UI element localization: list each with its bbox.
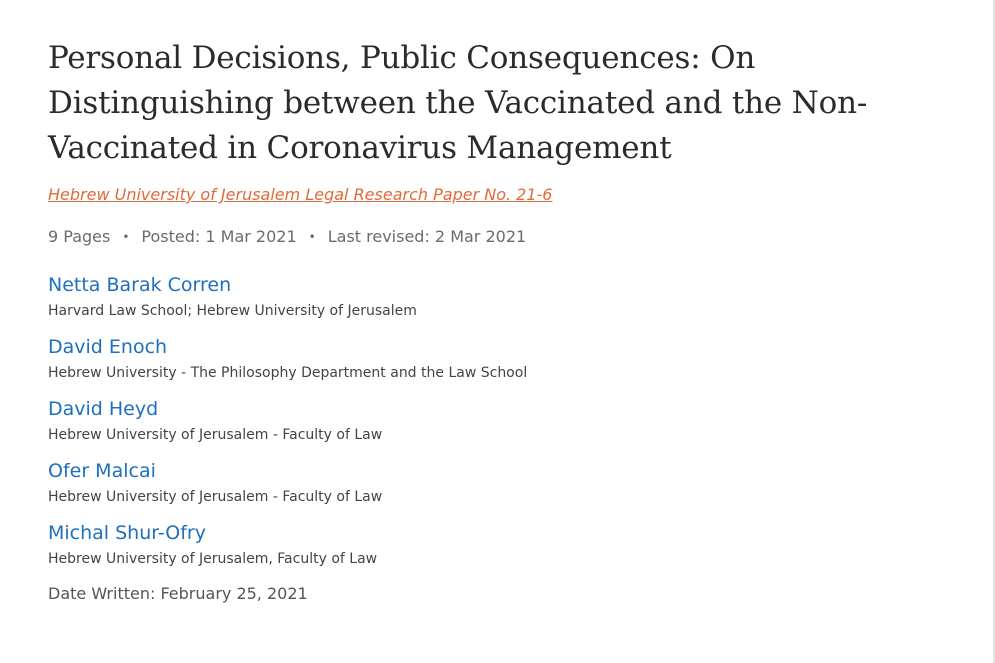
last-revised-date: Last revised: 2 Mar 2021: [327, 227, 527, 246]
meta-separator: •: [308, 229, 316, 244]
author-item: [48, 458, 948, 506]
author-affiliation: Hebrew University - The Philosophy Department and the Law School: [48, 365, 528, 381]
author-item: [48, 272, 948, 320]
author-name-link[interactable]: Michal Shur-Ofry: [48, 522, 206, 544]
author-name-link[interactable]: Ofer Malcai: [48, 460, 156, 482]
author-list: [48, 272, 948, 568]
author-affiliation: Hebrew University of Jerusalem - Faculty of Law: [48, 427, 383, 443]
paper-title: Personal Decisions, Public Consequences: On Distinguishing between the Vaccinated and the Non-Vaccinated in Coronavirus Management: [48, 40, 868, 166]
series-link[interactable]: Hebrew University of Jerusalem Legal Research Paper No. 21-6: [48, 185, 553, 204]
author-affiliation: Hebrew University of Jerusalem, Faculty of Law: [48, 551, 378, 567]
author-affiliation: Harvard Law School; Hebrew University of Jerusalem: [48, 303, 417, 319]
author-name-link[interactable]: David Heyd: [48, 398, 159, 420]
paper-meta: [48, 227, 948, 246]
paper-header: [48, 36, 948, 603]
author-item: [48, 396, 948, 444]
author-name-link[interactable]: David Enoch: [48, 336, 168, 358]
posted-date: Posted: 1 Mar 2021: [141, 227, 297, 246]
date-written: Date Written: February 25, 2021: [48, 584, 308, 603]
author-name-link[interactable]: Netta Barak Corren: [48, 274, 232, 296]
author-item: [48, 520, 948, 568]
author-affiliation: Hebrew University of Jerusalem - Faculty of Law: [48, 489, 383, 505]
author-item: [48, 334, 948, 382]
page-count: 9 Pages: [48, 227, 111, 246]
meta-separator: •: [122, 229, 130, 244]
